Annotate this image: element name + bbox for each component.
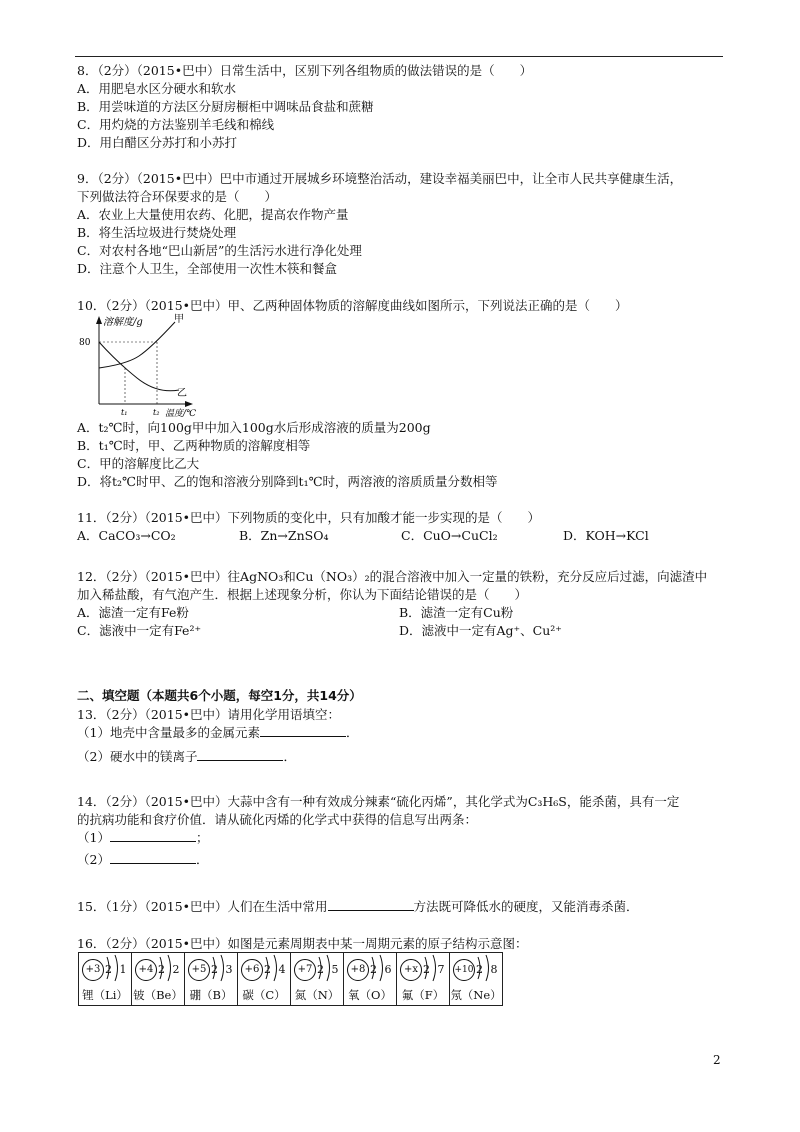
question-stem-cont: 下列做法符合环保要求的是（ ） — [77, 189, 278, 204]
option-b: B．滤渣一定有Cu粉 — [399, 605, 514, 620]
question-stem: 13．（2分）（2015•巴中）请用化学用语填空： — [77, 707, 341, 722]
element-name: 氟（F） — [401, 988, 445, 1002]
option-a: A．CaCO₃→CO₂ — [77, 528, 176, 543]
option-d: D．滤液中一定有Ag⁺、Cu²⁺ — [399, 623, 562, 638]
section-heading: 二、填空题（本题共6个小题，每空1分，共14分） — [77, 688, 362, 703]
atom-cell-n — [291, 953, 344, 1006]
question-stem: 11．（2分）（2015•巴中）下列物质的变化中，只有加酸才能一步实现的是（ ） — [77, 510, 541, 525]
nucleus: +5 — [188, 959, 210, 981]
blank-end-1: ； — [195, 830, 209, 845]
electron-shells: 2 6 — [370, 963, 394, 976]
option-b: B．t₁℃时，甲、乙两种物质的溶解度相等 — [77, 438, 311, 453]
blank-end-1: ． — [345, 725, 359, 740]
nucleus: +7 — [294, 959, 316, 981]
x-axis-label: 温度/℃ — [165, 409, 197, 419]
option-d: D．用白醋区分苏打和小苏打 — [77, 135, 238, 150]
answer-blank[interactable] — [328, 898, 414, 911]
blank-label-1: （1） — [77, 830, 110, 845]
element-name: 硼（B） — [189, 988, 233, 1002]
element-name: 氮（N） — [294, 988, 340, 1002]
blank-end-2: ． — [195, 852, 209, 867]
answer-blank-2[interactable] — [197, 748, 283, 761]
element-name: 锂（Li） — [82, 988, 128, 1002]
electron-shells: 2 1 — [105, 963, 129, 976]
electron-shells: 2 4 — [264, 963, 288, 976]
atom-cell-b — [185, 953, 238, 1006]
atom-cell-o — [344, 953, 397, 1006]
question-stem-cont: 的抗病功能和食疗价值．请从硫化丙烯的化学式中获得的信息写出两条： — [77, 812, 478, 827]
electron-shells: 2 7 — [423, 963, 447, 976]
option-a: A．t₂℃时，向100g甲中加入100g水后形成溶液的质量为200g — [77, 420, 431, 435]
question-15 — [77, 898, 727, 916]
element-name: 氧（O） — [348, 988, 392, 1002]
answer-blank-1[interactable] — [110, 829, 196, 842]
question-8 — [77, 62, 727, 152]
electron-shells: 2 3 — [211, 963, 235, 976]
question-stem: 10．（2分）（2015•巴中）甲、乙两种固体物质的溶解度曲线如图所示，下列说法正确的是（ ） — [77, 298, 628, 313]
element-name: 碳（C） — [242, 988, 286, 1002]
option-b: B．将生活垃圾进行焚烧处理 — [77, 225, 237, 240]
series-jia-curve — [99, 322, 175, 368]
nucleus: +6 — [241, 959, 263, 981]
option-a: A．农业上大量使用农药、化肥，提高农作物产量 — [77, 207, 349, 222]
nucleus: +10 — [453, 959, 475, 981]
nucleus: +3 — [82, 959, 104, 981]
y-tick-label: 80 — [79, 338, 91, 348]
series-jia-label: 甲 — [174, 314, 184, 325]
y-axis-arrow — [96, 316, 102, 324]
option-d: D．KOH→KCl — [563, 528, 649, 543]
question-9 — [77, 170, 727, 278]
nucleus: +x — [400, 959, 422, 981]
blank-label-2: （2）硬水中的镁离子 — [77, 749, 198, 764]
question-stem: 15．（1分）（2015•巴中）人们在生活中常用 — [77, 899, 328, 914]
x-axis-arrow — [185, 401, 193, 407]
x-tick-t2: t₂ — [153, 408, 160, 417]
atom-cell-be — [132, 953, 185, 1006]
y-axis-label: 溶解度/g — [103, 317, 143, 328]
electron-shells: 2 5 — [317, 963, 341, 976]
nucleus: +8 — [347, 959, 369, 981]
electron-shells: 2 2 — [158, 963, 182, 976]
answer-blank-2[interactable] — [110, 851, 196, 864]
question-10-options — [77, 419, 727, 491]
question-stem-end: 方法既可降低水的硬度，又能消毒杀菌． — [413, 899, 639, 914]
option-c: C．滤液中一定有Fe²⁺ — [77, 623, 202, 638]
option-d: D．注意个人卫生，全部使用一次性木筷和餐盒 — [77, 261, 338, 276]
atom-cell-li — [79, 953, 132, 1006]
option-b: B．Zn→ZnSO₄ — [239, 528, 329, 543]
question-16 — [77, 935, 727, 953]
question-14 — [77, 793, 727, 869]
question-stem-cont: 加入稀盐酸，有气泡产生．根据上述现象分析，你认为下面结论错误的是（ ） — [77, 587, 528, 602]
question-stem: 8．（2分）（2015•巴中）日常生活中，区别下列各组物质的做法错误的是（ ） — [77, 63, 533, 78]
option-c: C．CuO→CuCl₂ — [401, 528, 498, 543]
option-a: A．滤渣一定有Fe粉 — [77, 605, 189, 620]
header-rule — [75, 56, 723, 57]
option-b: B．用尝味道的方法区分厨房橱柜中调味品食盐和蔗糖 — [77, 99, 374, 114]
atom-structure-table — [78, 952, 503, 1006]
option-c: C．用灼烧的方法鉴别羊毛线和棉线 — [77, 117, 275, 132]
question-12 — [77, 568, 727, 640]
series-yi-label: 乙 — [177, 388, 187, 399]
page-number: 2 — [713, 1053, 721, 1067]
question-stem: 9．（2分）（2015•巴中）巴中市通过开展城乡环境整治活动，建设幸福美丽巴中，让全市人民共享健康生活， — [77, 171, 683, 186]
question-13 — [77, 706, 727, 766]
option-d: D．将t₂℃时甲、乙的饱和溶液分别降到t₁℃时，两溶液的溶质质量分数相等 — [77, 474, 498, 489]
blank-label-1: （1）地壳中含量最多的金属元素 — [77, 725, 260, 740]
option-a: A．用肥皂水区分硬水和软水 — [77, 81, 237, 96]
solubility-chart — [77, 312, 197, 420]
atom-cell-c — [238, 953, 291, 1006]
option-c: C．对农村各地“巴山新居”的生活污水进行净化处理 — [77, 243, 362, 258]
question-stem: 14．（2分）（2015•巴中）大蒜中含有一种有效成分辣素“硫化丙烯”，其化学式为C₃H₆S，能杀菌，具有一定 — [77, 794, 680, 809]
question-11 — [77, 509, 727, 545]
question-stem: 12．（2分）（2015•巴中）往AgNO₃和Cu（NO₃）₂的混合溶液中加入一定量的铁粉，充分反应后过滤，向滤渣中 — [77, 569, 708, 584]
nucleus: +4 — [135, 959, 157, 981]
electron-shells: 2 8 — [476, 963, 500, 976]
option-c: C．甲的溶解度比乙大 — [77, 456, 200, 471]
element-name: 氖（Ne） — [450, 988, 502, 1002]
question-stem: 16．（2分）（2015•巴中）如图是元素周期表中某一周期元素的原子结构示意图： — [77, 936, 528, 951]
x-tick-t1: t₁ — [121, 408, 128, 417]
atom-cell-ne — [450, 953, 503, 1006]
blank-end-2: ． — [283, 749, 296, 764]
blank-label-2: （2） — [77, 852, 110, 867]
atom-cell-f — [397, 953, 450, 1006]
element-name: 铍（Be） — [133, 988, 183, 1002]
answer-blank-1[interactable] — [260, 724, 346, 737]
